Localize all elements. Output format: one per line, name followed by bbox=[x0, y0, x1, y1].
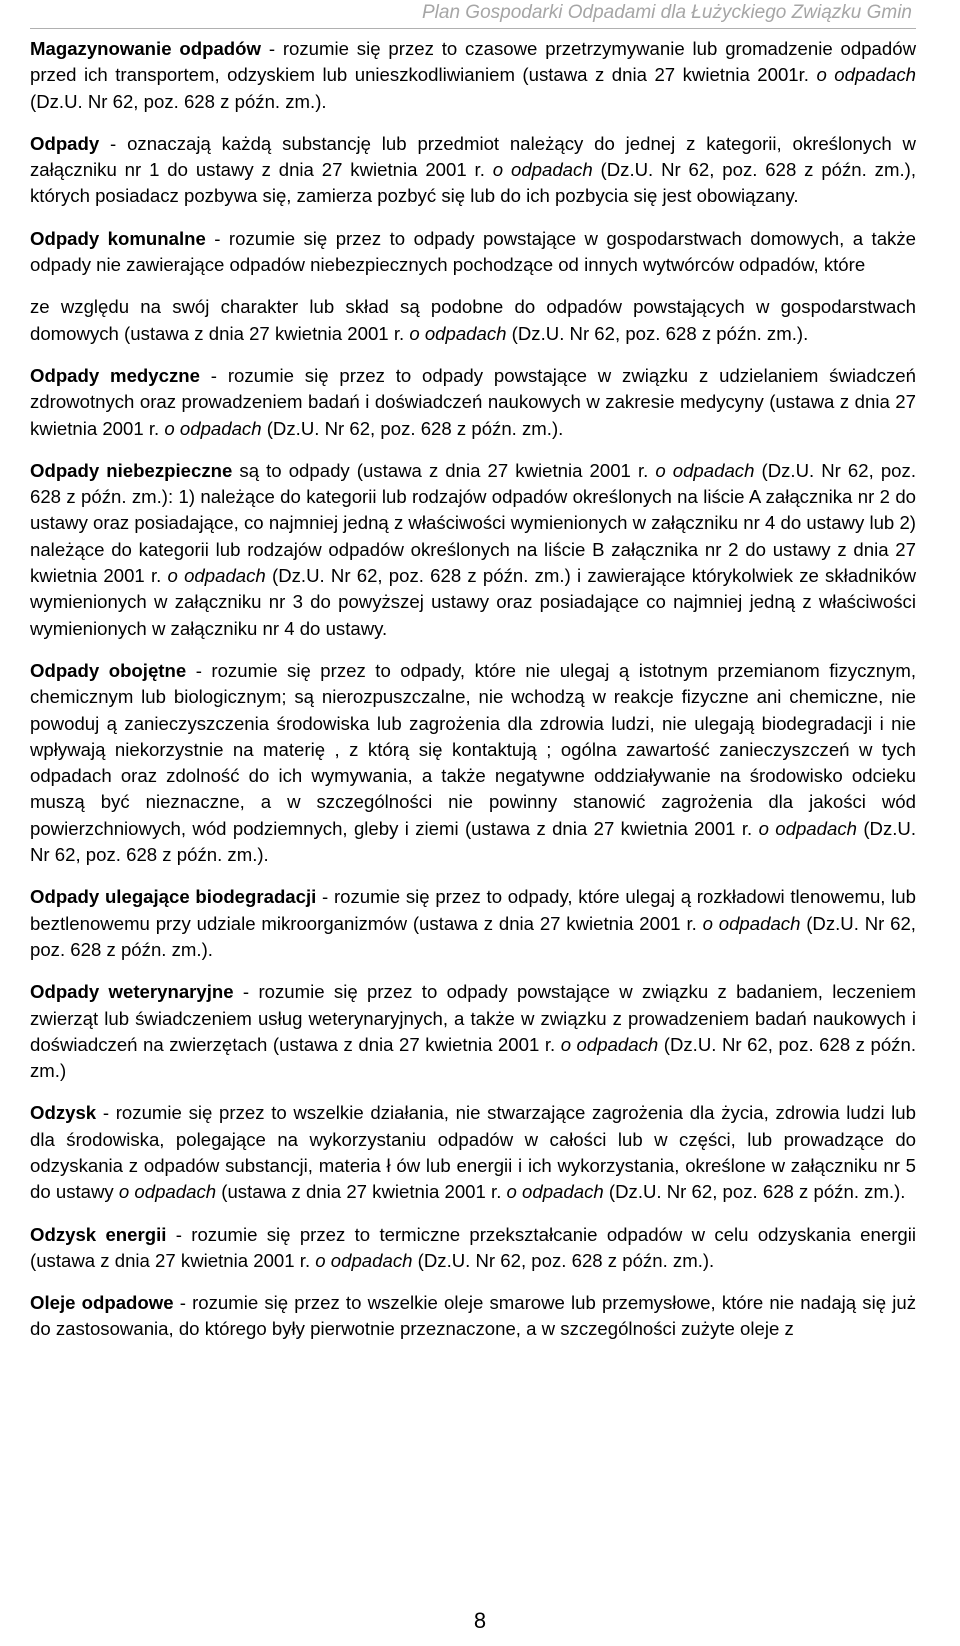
act-title: o odpadach bbox=[758, 817, 857, 839]
definition-term: Odpady ulegające biodegradacji bbox=[30, 886, 317, 908]
document-title: Plan Gospodarki Odpadami dla Łużyckiego Związku Gmin bbox=[421, 2, 912, 23]
definition-text: (Dz.U. Nr 62, poz. 628 z późn. zm.), których posiadacz pozbywa się, zamierza pozbyć się lub do ich pozbycia się jest obowiązany. bbox=[30, 159, 916, 207]
definition-text: (Dz.U. Nr 62, poz. 628 z późn. zm.) i zawierające którykolwiek ze składników wymienionych w załączniku nr 3 do powyższej ustawy oraz posiadające co najmniej jedną z właściwości wymienionych w załączniku nr 4 do ustawy. bbox=[30, 565, 916, 639]
definition-text: - rozumie się przez to wszelkie oleje smarowe lub przemysłowe, które nie nadają się już do zastosowania, do którego były pierwotnie przeznaczone, a w szczególności zużyte oleje z bbox=[30, 1292, 917, 1340]
definition-text: (Dz.U. Nr 62, poz. 628 z późn. zm.) bbox=[30, 1033, 916, 1082]
act-title: o odpadach bbox=[315, 1249, 413, 1271]
act-title: o odpadach bbox=[816, 64, 916, 86]
definition-term: Magazynowanie odpadów bbox=[30, 38, 261, 59]
definition-odpady-biodegradacja bbox=[30, 884, 916, 963]
definition-term: Odpady komunalne bbox=[30, 227, 206, 249]
definition-odpady-komunalne bbox=[30, 226, 916, 279]
definition-term: Odzysk bbox=[30, 1102, 97, 1124]
definition-term: Odzysk energii bbox=[30, 1223, 167, 1245]
definition-text: (Dz.U. Nr 62, poz. 628 z późn. zm.). bbox=[506, 322, 809, 344]
page-header bbox=[0, 0, 960, 40]
act-title: o odpadach bbox=[655, 459, 755, 481]
definition-odzysk bbox=[30, 1100, 916, 1205]
definition-odzysk-energii bbox=[30, 1222, 916, 1275]
definition-text: - rozumie się przez to termiczne przekształcanie odpadów w celu odzyskania energii (ustawa z dnia 27 kwietnia 2001 r. bbox=[30, 1223, 916, 1271]
definition-term: Odpady obojętne bbox=[30, 659, 187, 681]
definition-text: (Dz.U. Nr 62, poz. 628 z późn. zm.). bbox=[30, 90, 327, 112]
act-title: o odpadach bbox=[702, 912, 801, 934]
definition-term: Oleje odpadowe bbox=[30, 1292, 174, 1314]
definition-text: (Dz.U. Nr 62, poz. 628 z późn. zm.). bbox=[30, 912, 916, 960]
definition-text: - rozumie się przez to wszelkie działania, nie stwarzające zagrożenia dla życia, zdrowia ludzi lub dla środowiska, polegające na wykorzystaniu odpadów w całości lub w części, lub prowadzące do odzyskania z odpadów substancji, materia ł ów lub energii i ich wykorzystania, określone w załączniku nr 5 do ustawy bbox=[30, 1102, 916, 1203]
definition-text: - rozumie się przez to odpady, które ulegaj ą rozkładowi tlenowemu, lub beztlenowemu przy udziale mikroorganizmów (ustawa z dnia 27 kwietnia 2001 r. bbox=[30, 886, 916, 934]
definition-text: - rozumie się przez to czasowe przetrzymywanie lub gromadzenie odpadów przed ich transportem, odzyskiem lub unieszkodliwianiem (ustawa z dnia 27 kwietnia 2001r. bbox=[30, 38, 916, 86]
definition-text: - oznaczają każdą substancję lub przedmiot należący do jednej z kategorii, określonych w załączniku nr 1 do ustawy z dnia 27 kwietnia 2001 r. bbox=[30, 132, 916, 181]
definition-term: Odpady weterynaryjne bbox=[30, 981, 234, 1003]
definition-magazynowanie bbox=[30, 36, 916, 115]
definition-text: (ustawa z dnia 27 kwietnia 2001 r. bbox=[216, 1181, 507, 1203]
act-title: o odpadach bbox=[118, 1181, 217, 1203]
header-divider bbox=[30, 28, 916, 29]
page-number: 8 bbox=[473, 1608, 487, 1633]
definitions-body bbox=[30, 36, 916, 1359]
definition-text: - rozumie się przez to odpady, które nie ulegaj ą istotnym przemianom fizycznym, chemicznym lub biologicznym; są nierozpuszczalne, nie wchodzą w reakcje fizyczne ani chemiczne, nie powoduj ą zanieczyszczenia środowiska lub zagrożenia dla zdrowia ludzi, nie ulegają biodegradacji i nie wpływają niekorzystnie na materię , z którą się kontaktują ; ogólna zawartość zanieczyszczeń w tych odpadach oraz zdolność do ich wymywania, a także negatywne oddziaływanie na środowisko odcieku muszą być nieznaczne, a w szczególności nie powinny stanowić zagrożenia dla jakości wód powierzchniowych, wód podziemnych, gleby i ziemi (ustawa z dnia 27 kwietnia 2001 r. bbox=[30, 659, 917, 839]
definition-term: Odpady medyczne bbox=[30, 364, 200, 386]
act-title: o odpadach bbox=[560, 1033, 659, 1055]
definition-text: (Dz.U. Nr 62, poz. 628 z późn. zm.). bbox=[30, 817, 916, 866]
definition-odpady bbox=[30, 131, 916, 210]
act-title: o odpadach bbox=[409, 322, 507, 344]
definition-text: - rozumie się przez to odpady powstające w związku z badaniem, leczeniem zwierząt lub świadczeniem usług weterynaryjnych, a także w związku z prowadzeniem badań naukowych i doświadczeń na zwierzętach (ustawa z dnia 27 kwietnia 2001 r. bbox=[30, 981, 916, 1055]
definition-text: - rozumie się przez to odpady powstające w związku z udzielaniem świadczeń zdrowotnych oraz prowadzeniem badań i doświadczeń naukowych w zakresie medycyny (ustawa z dnia 27 kwietnia 2001 r. bbox=[30, 364, 916, 439]
definition-text: ze względu na swój charakter lub skład są podobne do odpadów powstających w gospodarstwach domowych (ustawa z dnia 27 kwietnia 2001 r. bbox=[30, 296, 916, 344]
act-title: o odpadach bbox=[492, 159, 593, 181]
definition-term: Odpady bbox=[30, 132, 100, 154]
definition-odpady-weterynaryjne bbox=[30, 979, 916, 1084]
definition-odpady-obojetne bbox=[30, 658, 916, 868]
definition-text: (Dz.U. Nr 62, poz. 628 z późn. zm.). bbox=[261, 417, 564, 439]
definition-odpady-medyczne bbox=[30, 363, 916, 442]
act-title: o odpadach bbox=[167, 565, 266, 587]
definition-term: Odpady niebezpieczne bbox=[30, 459, 233, 481]
act-title: o odpadach bbox=[506, 1181, 604, 1203]
definition-odpady-niebezpieczne bbox=[30, 458, 916, 642]
definition-text: (Dz.U. Nr 62, poz. 628 z późn. zm.): 1) należące do kategorii lub rodzajów odpadów określonych na liście A załącznika nr 2 do ustawy oraz posiadające, co najmniej jedną z właściwości wymienionych w załączniku nr 4 do ustawy lub 2) należące do kategorii lub rodzajów odpadów określonych na liście B załącznika nr 2 do ustawy z dnia 27 kwietnia 2001 r. bbox=[30, 459, 916, 587]
definition-text: - rozumie się przez to odpady powstające w gospodarstwach domowych, a także odpady nie zawierające odpadów niebezpiecznych pochodzące od innych wytwórców odpadów, które bbox=[30, 227, 916, 276]
definition-odpady-komunalne-continued bbox=[30, 294, 916, 347]
definition-oleje-odpadowe bbox=[30, 1290, 916, 1343]
definition-text: (Dz.U. Nr 62, poz. 628 z późn. zm.). bbox=[412, 1249, 715, 1271]
act-title: o odpadach bbox=[164, 417, 262, 439]
definition-text: są to odpady (ustawa z dnia 27 kwietnia 2001 r. bbox=[232, 459, 656, 481]
definition-text: (Dz.U. Nr 62, poz. 628 z późn. zm.). bbox=[603, 1181, 906, 1203]
